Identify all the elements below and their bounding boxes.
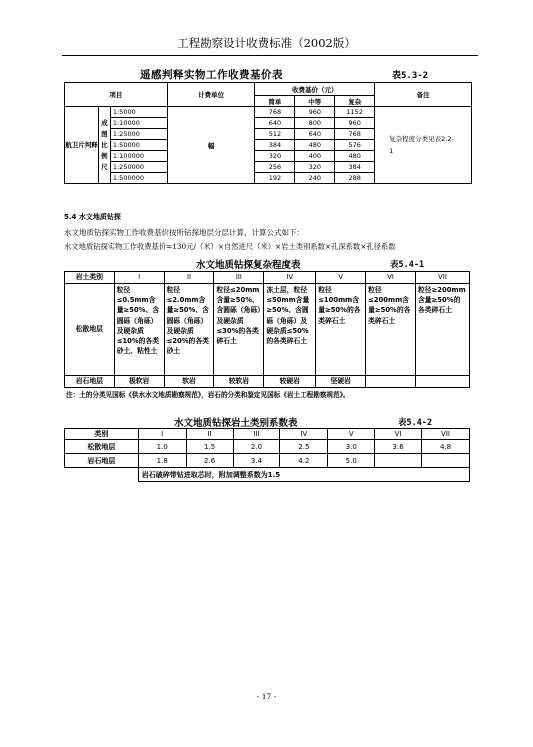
table1-number: 表5.3-2: [392, 71, 429, 81]
table2-rock-cell: 极软岩: [114, 376, 164, 388]
table1-simple: 320: [255, 151, 295, 162]
table1-medium: 400: [295, 151, 335, 162]
table1-header-medium: 中等: [295, 96, 335, 107]
table2-level: II: [164, 272, 214, 284]
table3-level: I: [138, 429, 186, 440]
table1-medium: 640: [295, 129, 335, 140]
table3-rock-value: 5.0: [328, 454, 375, 468]
table1: [64, 82, 472, 184]
table3-loose-label: 松散地层: [65, 440, 139, 454]
table2-level: IV: [264, 272, 316, 284]
table1-unit: 幅: [167, 107, 255, 184]
table1-scale: 1:10000: [110, 118, 167, 129]
table2-loose-cell: 粒径≤0.5mm含量≥50%、含圆砾（角砾）及硬杂质≤10%的各类砂土、粘性土: [114, 284, 164, 376]
section-text-1: 水文地质钻探实物工作收费基价按所钻探地层分层计算，计算公式如下：: [64, 228, 304, 237]
table3-level: III: [233, 429, 280, 440]
table3-loose-value: 2.0: [233, 440, 280, 454]
table2: [64, 271, 470, 388]
table2-loose-label: 松散地层: [65, 284, 115, 376]
table3-note: 岩石破碎带钻进取芯时，附加调整系数为1.5: [138, 468, 469, 482]
table1-header-unit: 计费单位: [167, 83, 255, 107]
table2-title: 水文地质钻探复杂程度表: [196, 260, 301, 271]
table2-header-category: 岩土类别: [65, 272, 115, 284]
table1-complex: 480: [335, 151, 375, 162]
table2-loose-cell: 粒径≤2.0mm含量≥50%、含圆砾（角砾）及硬杂质≤20%的各类砂土: [164, 284, 214, 376]
table2-note: 注：土的分类见国标《供水水文地质勘察规范》，岩石的分类和鉴定见国标《岩土工程勘察规范》。: [66, 391, 350, 399]
table1-header-note: 备注: [375, 83, 472, 107]
table1-item-label: 航卫片判释: [65, 107, 99, 184]
table1-medium: 240: [295, 173, 335, 184]
table2-rock-label: 岩石地层: [65, 376, 115, 388]
table1-complex: 960: [335, 118, 375, 129]
table2-number: 表5.4-1: [390, 260, 425, 270]
table1-simple: 768: [255, 107, 295, 118]
table2-rock-cell: [366, 376, 416, 388]
table2-level: VI: [366, 272, 416, 284]
page-number: - 17 -: [256, 692, 277, 701]
table3-loose-value: 3.0: [328, 440, 375, 454]
table1-complex: 384: [335, 162, 375, 173]
table1-scale-label: 成图比例尺: [98, 107, 110, 184]
table3-loose-value: 3.6: [375, 440, 422, 454]
table2-level: V: [316, 272, 366, 284]
table1-note: 复杂程度分类见表2.2-1: [375, 107, 472, 184]
table3-rock-value: 3.4: [233, 454, 280, 468]
table1-scale: 1:100000: [110, 151, 167, 162]
table3-level: IV: [280, 429, 328, 440]
table3-loose-value: 1.5: [186, 440, 233, 454]
table3-note-spacer: [65, 468, 139, 482]
table1-complex: 288: [335, 173, 375, 184]
table3-level: II: [186, 429, 233, 440]
table1-scale: 1:250000: [110, 162, 167, 173]
table3-level: V: [328, 429, 375, 440]
header-rule: [62, 55, 478, 56]
table1-medium: 960: [295, 107, 335, 118]
table3-level: VII: [422, 429, 470, 440]
table2-level: VII: [416, 272, 470, 284]
table3-loose-value: 2.5: [280, 440, 328, 454]
table3-rock-value: 2.6: [186, 454, 233, 468]
table3-loose-value: 1.0: [138, 440, 186, 454]
table2-rock-cell: 较软岩: [214, 376, 264, 388]
table2-level: III: [214, 272, 264, 284]
table2-loose-cell: 粒径≤20mm含量≥50%、含圆砾（角砾）及硬杂质≤30%的各类碎石土: [214, 284, 264, 376]
table1-complex: 576: [335, 140, 375, 151]
table3-level: VI: [375, 429, 422, 440]
table3: [64, 428, 470, 482]
table1-simple: 512: [255, 129, 295, 140]
section-text-2: 水文地质钻探实物工作收费基价=130元/（米）×自然进尺（米）×岩土类别系数×孔深系数×孔径系数: [64, 242, 396, 251]
section-heading: 5.4 水文地质钻探: [64, 213, 121, 221]
table1-title: 遥感判释实物工作收费基价表: [140, 69, 283, 81]
table1-simple: 384: [255, 140, 295, 151]
table1-scale: 1:25000: [110, 129, 167, 140]
table2-rock-cell: [416, 376, 470, 388]
table1-simple: 640: [255, 118, 295, 129]
table1-scale: 1:50000: [110, 140, 167, 151]
table3-number: 表5.4-2: [398, 418, 433, 428]
table1-header-complex: 复杂: [335, 96, 375, 107]
table1-simple: 192: [255, 173, 295, 184]
table1-complex: 1152: [335, 107, 375, 118]
table2-loose-cell: 粒径≥200mm含量≥50%的各类碎石土: [416, 284, 470, 376]
table2-rock-cell: 坚硬岩: [316, 376, 366, 388]
page-header: 工程勘察设计收费标准（2002版）: [177, 36, 356, 50]
table1-complex: 768: [335, 129, 375, 140]
table1-medium: 480: [295, 140, 335, 151]
table1-header-price: 收费基价（元）: [255, 83, 375, 96]
table2-loose-cell: 粒径≤200mm含量≥50%的各类碎石土: [366, 284, 416, 376]
table2-rock-cell: 较硬岩: [264, 376, 316, 388]
table1-header-item: 项目: [65, 83, 168, 107]
table1-medium: 800: [295, 118, 335, 129]
table1-medium: 320: [295, 162, 335, 173]
table3-header-category: 类别: [65, 429, 139, 440]
table1-header-simple: 简单: [255, 96, 295, 107]
table3-title: 水文地质钻探岩土类别系数表: [174, 418, 298, 429]
table3-rock-value: 4.2: [280, 454, 328, 468]
table3-rock-label: 岩石地层: [65, 454, 139, 468]
table1-scale: 1:500000: [110, 173, 167, 184]
table1-scale: 1:5000: [110, 107, 167, 118]
table2-loose-cell: 粒径≤100mm含量≥50%的各类碎石土: [316, 284, 366, 376]
table3-loose-value: 4.8: [422, 440, 470, 454]
table1-simple: 256: [255, 162, 295, 173]
table2-rock-cell: 软岩: [164, 376, 214, 388]
table3-rock-value: 1.8: [138, 454, 186, 468]
table3-rock-value: [375, 454, 422, 468]
table2-loose-cell: 冻土层，粒径≤50mm含量≥50%、含圆砾（角砾）及硬杂质≤50%的各类碎石土: [264, 284, 316, 376]
table3-rock-value: [422, 454, 470, 468]
table2-level: I: [114, 272, 164, 284]
